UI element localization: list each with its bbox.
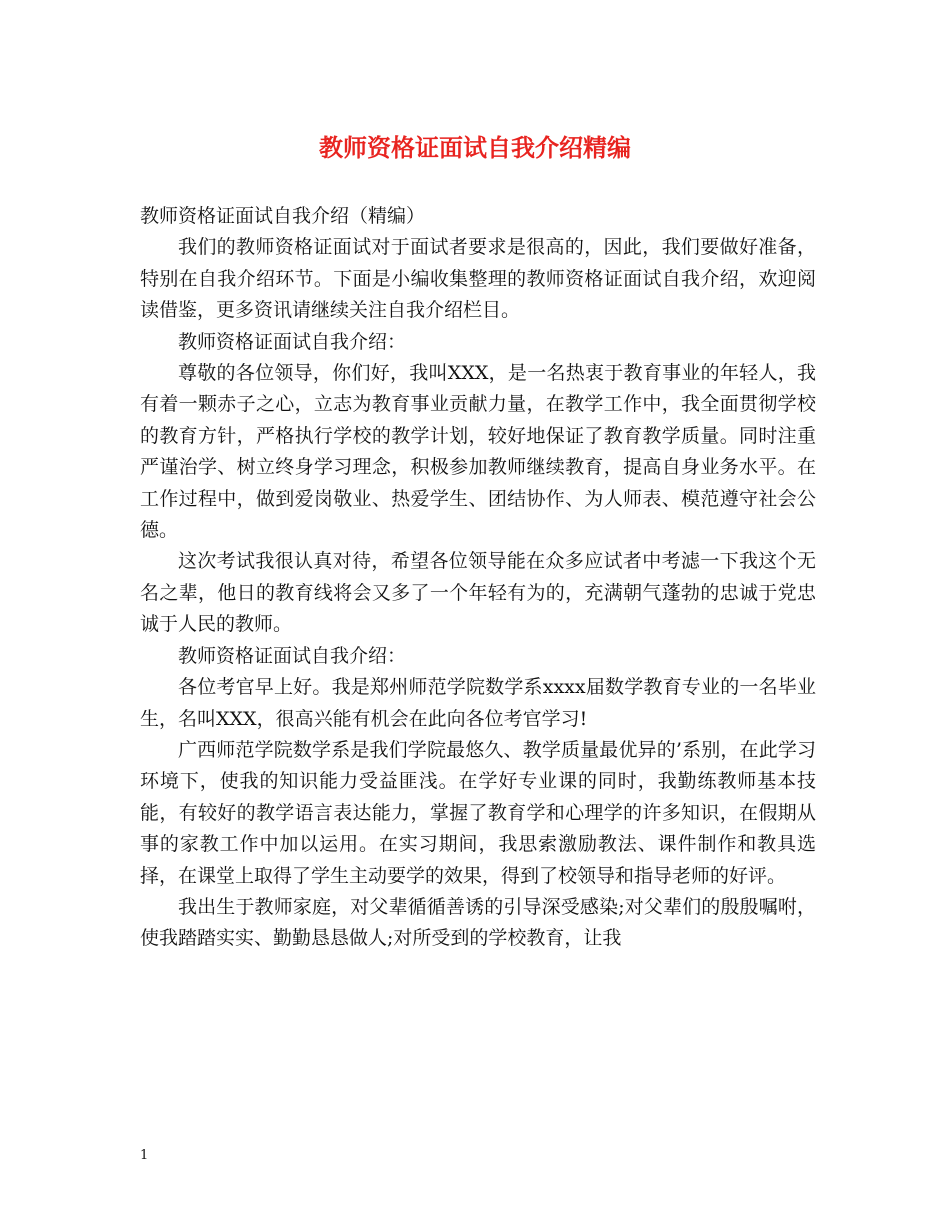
section-heading: 教师资格证面试自我介绍： <box>178 330 407 353</box>
subtitle-paragraph: 教师资格证面试自我介绍（精编） <box>140 205 426 227</box>
section-heading: 教师资格证面试自我介绍： <box>178 644 407 667</box>
page-number: 1 <box>140 1148 149 1163</box>
intro-paragraph: 我们的教师资格证面试对于面试者要求是很高的，因此，我们要做好准备，特别在自我介绍环节。下面是小编收集整理的教师资格证面试自我介绍，欢迎阅读借鉴，更多资讯请继续关注自我介绍栏目。 <box>140 236 816 322</box>
body-paragraph: 广西师范学院数学系是我们学院最悠久、教学质量最优异的’系别，在此学习环境下，使我的知识能力受益匪浅。在学好专业课的同时，我勤练教师基本技能，有较好的教学语言表达能力，掌握了教育学和心理学的许多知识，在假期从事的家教工作中加以运用。在实习期间，我思索激励教法、课件制作和教具选择，在课堂上取得了学生主动要学的效果，得到了校领导和指导老师的好评。 <box>140 738 816 887</box>
document-body <box>140 201 816 955</box>
body-paragraph: 各位考官早上好。我是郑州师范学院数学系xxxx届数学教育专业的一名毕业生，名叫XXX，很高兴能有机会在此向各位考官学习! <box>140 676 816 730</box>
document-title: 教师资格证面试自我介绍精编 <box>319 133 631 162</box>
body-paragraph: 我出生于教师家庭，对父辈循循善诱的引导深受感染;对父辈们的殷殷嘱咐，使我踏踏实实、勤勤恳恳做人;对所受到的学校教育，让我 <box>140 895 816 950</box>
body-paragraph: 尊敬的各位领导，你们好，我叫XXX，是一名热衷于教育事业的年轻人，我有着一颗赤子之心，立志为教育事业贡献力量，在教学工作中，我全面贯彻学校的教育方针，严格执行学校的教学计划，较好地保证了教育教学质量。同时注重严谨治学、树立终身学习理念，积极参加教师继续教育，提高自身业务水平。在工作过程中，做到爱岗敬业、热爱学生、团结协作、为人师表、模范遵守社会公德。 <box>140 362 816 542</box>
body-paragraph: 这次考试我很认真对待，希望各位领导能在众多应试者中考滤一下我这个无名之辈，他日的教育线将会又多了一个年轻有为的，充满朝气蓬勃的忠诚于党忠诚于人民的教师。 <box>140 550 816 636</box>
